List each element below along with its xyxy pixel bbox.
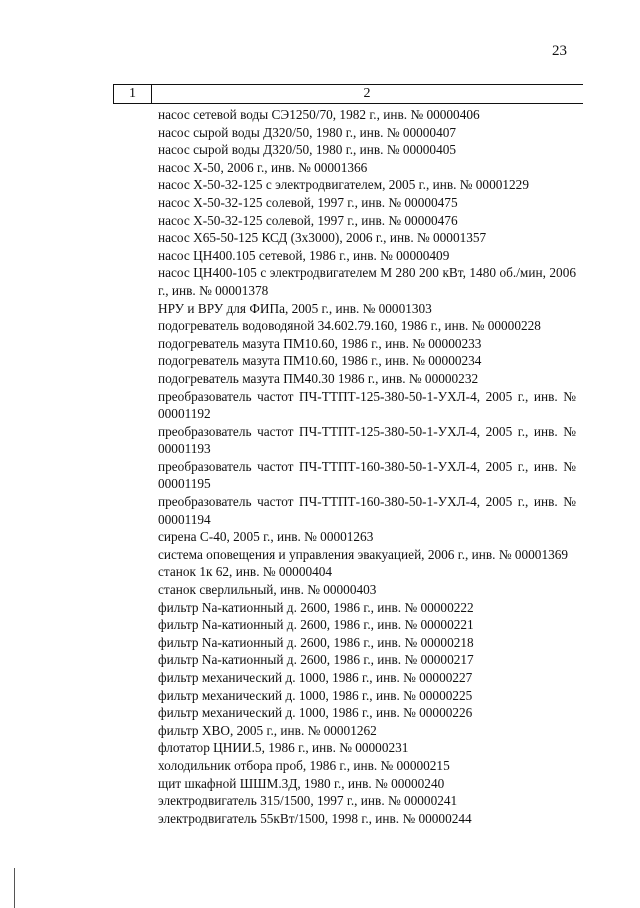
list-item: станок сверлильный, инв. № 00000403: [158, 582, 377, 598]
list-item: флотатор ЦНИИ.5, 1986 г., инв. № 00000231: [158, 740, 409, 756]
list-item: подогреватель мазута ПМ10.60, 1986 г., инв. № 00000233: [158, 335, 482, 351]
list-item: насос Х65-50-125 КСД (3х3000), 2006 г., инв. № 00001357: [158, 230, 487, 246]
list-item: электродвигатель 55кВт/1500, 1998 г., инв. № 00000244: [158, 810, 472, 826]
list-item: насос сетевой воды СЭ1250/70, 1982 г., инв. № 00000406: [158, 107, 480, 122]
table-header-col2: 2: [363, 86, 371, 101]
list-item: фильтр Na-катионный д. 2600, 1986 г., инв. № 00000221: [158, 617, 474, 633]
list-item: насос ЦН400.105 сетевой, 1986 г., инв. № 00000409: [158, 247, 450, 263]
list-item: сирена С-40, 2005 г., инв. № 00001263: [158, 529, 374, 545]
list-item: подогреватель мазута ПМ40.30 1986 г., инв. № 00000232: [158, 370, 479, 386]
list-item: холодильник отбора проб, 1986 г., инв. № 00000215: [158, 757, 450, 773]
list-item: насос сырой воды Д320/50, 1980 г., инв. № 00000407: [158, 124, 457, 140]
list-item: система оповещения и управления эвакуацией, 2006 г., инв. № 00001369: [158, 546, 569, 562]
list-item: фильтр Na-катионный д. 2600, 1986 г., инв. № 00000217: [158, 652, 474, 668]
equipment-list: [158, 106, 576, 827]
list-item: фильтр механический д. 1000, 1986 г., инв. № 00000225: [158, 687, 473, 703]
list-item: преобразователь частот ПЧ-ТТПТ-160-380-50-1-УХЛ-4, 2005 г., инв. № 00001194: [158, 494, 576, 527]
list-item: преобразователь частот ПЧ-ТТПТ-125-380-50-1-УХЛ-4, 2005 г., инв. № 00001193: [158, 423, 576, 457]
list-item: фильтр ХВО, 2005 г., инв. № 00001262: [158, 722, 377, 738]
list-item: НРУ и ВРУ для ФИПа, 2005 г., инв. № 00001303: [158, 300, 432, 316]
list-item: подогреватель мазута ПМ10.60, 1986 г., инв. № 00000234: [158, 353, 482, 369]
list-item: щит шкафной ШШМ.3Д, 1980 г., инв. № 00000240: [158, 775, 445, 791]
list-item: электродвигатель 315/1500, 1997 г., инв. № 00000241: [158, 793, 458, 809]
list-item: насос ЦН400-105 с электродвигателем М 280 200 кВт, 1480 об./мин, 2006 г., инв. № 00001378: [158, 265, 576, 298]
list-item: преобразователь частот ПЧ-ТТПТ-125-380-50-1-УХЛ-4, 2005 г., инв. № 00001192: [158, 388, 576, 422]
list-item: преобразователь частот ПЧ-ТТПТ-160-380-50-1-УХЛ-4, 2005 г., инв. № 00001195: [158, 458, 576, 492]
list-item: насос Х-50-32-125 солевой, 1997 г., инв. № 00000475: [158, 194, 458, 210]
scan-margin-mark: [14, 868, 15, 908]
list-item: станок 1к 62, инв. № 00000404: [158, 564, 333, 580]
list-item: насос сырой воды Д320/50, 1980 г., инв. № 00000405: [158, 142, 457, 158]
list-item: фильтр Na-катионный д. 2600, 1986 г., инв. № 00000218: [158, 634, 474, 650]
list-item: насос Х-50-32-125 с электродвигателем, 2005 г., инв. № 00001229: [158, 177, 529, 193]
list-item: фильтр механический д. 1000, 1986 г., инв. № 00000227: [158, 670, 473, 685]
list-item: подогреватель водоводяной 34.602.79.160, 1986 г., инв. № 00000228: [158, 318, 541, 334]
table-header-col1: 1: [113, 85, 152, 103]
list-item: фильтр Na-катионный д. 2600, 1986 г., инв. № 00000222: [158, 599, 474, 615]
list-item: насос Х-50-32-125 солевой, 1997 г., инв. № 00000476: [158, 212, 458, 228]
table-header: [113, 84, 583, 104]
page-number: 23: [552, 43, 567, 59]
list-item: насос Х-50, 2006 г., инв. № 00001366: [158, 159, 368, 175]
list-item: фильтр механический д. 1000, 1986 г., инв. № 00000226: [158, 705, 473, 721]
